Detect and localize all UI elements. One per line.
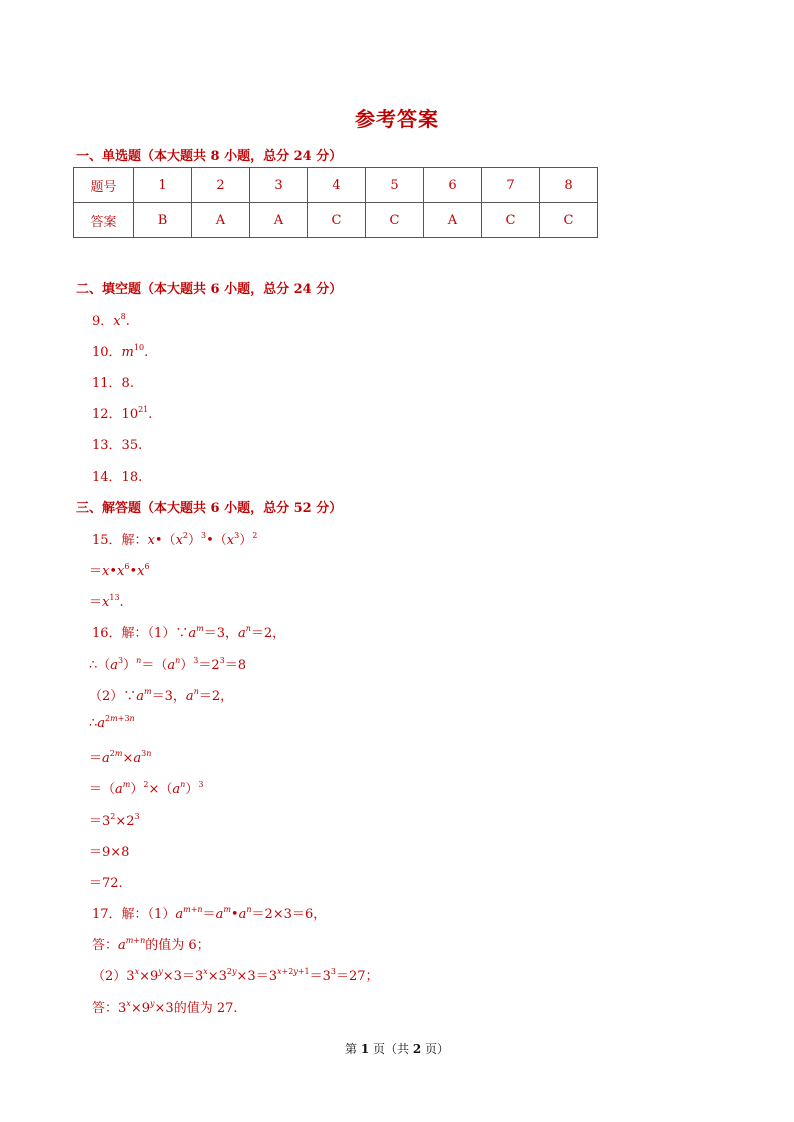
page-footer: 第 1 页（共 2 页） (344, 1042, 449, 1056)
table-cell: C (366, 203, 424, 238)
solution-line: $\therefore a^{2m+3n}$ (89, 714, 135, 731)
table-cell: B (134, 203, 192, 238)
table-row (74, 203, 598, 238)
table-cell: C (308, 203, 366, 238)
section-heading-single-choice: 一、单选题（本大题共 8 小题，总分 24 分） (76, 149, 343, 164)
solution-line: $=3^2\times 2^3$ (89, 812, 140, 829)
page-title: 参考答案 (355, 107, 439, 131)
table-row (74, 168, 598, 203)
answer-table (73, 167, 598, 238)
solution-line: 15．解：$x•(x^2)^3•(x^3)^2$ (92, 531, 258, 548)
solution-line: $\therefore(a^3)^n=(a^n)^3=2^3=8$ (89, 656, 247, 673)
solution-line: $(2)3^x\times 9^y\times 3=3^x\times 3^{2y}\times 3=3^{x+2y+1}=3^3=27$； (92, 967, 379, 984)
answer-line-9: 9．$x^8$. (92, 312, 130, 329)
table-cell: 2 (192, 168, 250, 203)
solution-line: $=x•x^6•x^6$ (89, 562, 150, 579)
answer-line-11: 11．8. (92, 376, 134, 391)
table-cell: A (250, 203, 308, 238)
table-cell: A (192, 203, 250, 238)
table-cell: C (540, 203, 598, 238)
table-cell: 8 (540, 168, 598, 203)
solution-line: 17．解：$(1)a^{m+n}=a^m•a^n=2\times 3=6$， (92, 905, 327, 922)
solution-line: $=a^{2m}\times a^{3n}$ (89, 749, 152, 766)
table-cell: 6 (424, 168, 482, 203)
solution-line: $=x^{13}$. (89, 593, 124, 610)
table-cell: 5 (366, 168, 424, 203)
solution-line: 答：$3^x\times 9^y\times 3$的值为 27. (92, 999, 238, 1016)
section-heading-fill-blank: 二、填空题（本大题共 6 小题，总分 24 分） (76, 282, 343, 297)
table-cell: 题号 (74, 168, 134, 203)
table-cell: 4 (308, 168, 366, 203)
table-cell: 3 (250, 168, 308, 203)
table-cell: C (482, 203, 540, 238)
solution-line: ＝72. (89, 876, 123, 891)
table-cell: 1 (134, 168, 192, 203)
solution-line: $(2)\because a^m=3$，$a^n=2$， (89, 687, 234, 704)
solution-line: 16．解：$(1)\because a^m=3$，$a^n=2$， (92, 624, 286, 641)
solution-line: $=(a^m)^2\times(a^n)^3$ (89, 780, 204, 797)
table-cell: 7 (482, 168, 540, 203)
answer-line-13: 13．35. (92, 438, 143, 453)
answer-line-14: 14．18. (92, 470, 143, 485)
answer-line-12: 12．$10^{21}$. (92, 405, 153, 422)
table-cell: 答案 (74, 203, 134, 238)
solution-line: ＝9×8 (89, 845, 130, 860)
solution-line: 答：$a^{m+n}$的值为 6； (92, 936, 210, 953)
section-heading-solutions: 三、解答题（本大题共 6 小题，总分 52 分） (76, 501, 343, 516)
answer-line-10: 10．$m^{10}$. (92, 343, 149, 360)
table-cell: A (424, 203, 482, 238)
